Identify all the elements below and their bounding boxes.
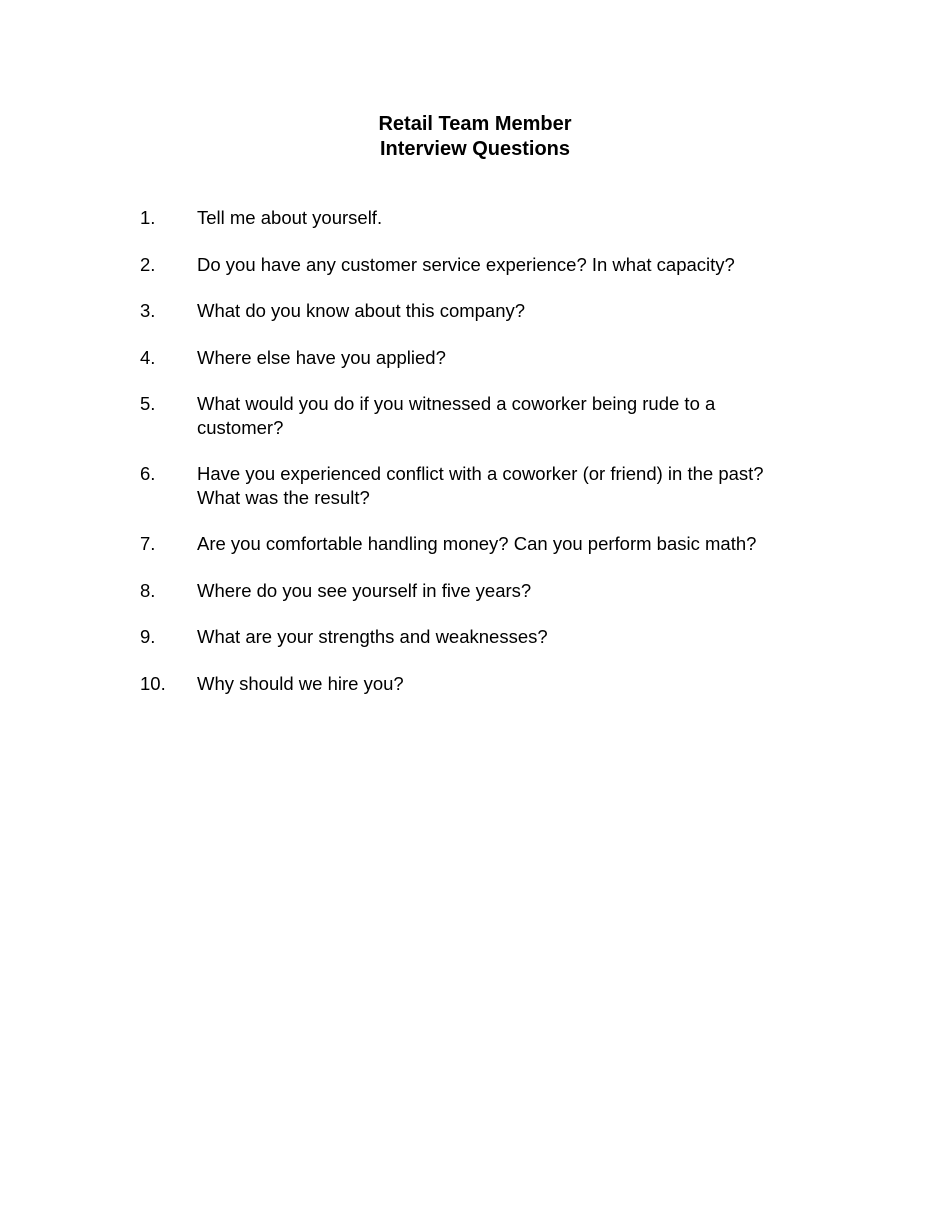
- question-text: Do you have any customer service experience? In what capacity?: [197, 253, 735, 275]
- question-item: [140, 206, 840, 230]
- question-number: 3.: [140, 300, 156, 321]
- question-item: [140, 625, 840, 649]
- question-text: Have you experienced conflict with a coworker (or friend) in the past? What was the result?: [197, 463, 764, 508]
- question-number: 10.: [140, 672, 166, 694]
- question-text: Are you comfortable handling money? Can you perform basic math?: [197, 533, 757, 554]
- question-item: [140, 579, 840, 603]
- question-text: Where do you see yourself in five years?: [197, 579, 532, 601]
- question-text: Why should we hire you?: [197, 672, 404, 694]
- question-item: [140, 392, 840, 439]
- title-line-1: Retail Team Member: [378, 113, 572, 135]
- question-number: 6.: [140, 463, 156, 484]
- question-item: [140, 672, 840, 696]
- document-title: [0, 112, 950, 162]
- question-text: What do you know about this company?: [197, 300, 526, 321]
- question-number: 5.: [140, 393, 156, 414]
- title-line-2: Interview Questions: [379, 138, 571, 160]
- question-text: What would you do if you witnessed a coworker being rude to a customer?: [197, 393, 716, 438]
- question-number: 9.: [140, 626, 156, 647]
- question-number: 8.: [140, 579, 156, 601]
- question-text: Tell me about yourself.: [197, 207, 383, 228]
- question-item: [140, 253, 840, 277]
- question-number: 4.: [140, 346, 156, 368]
- question-number: 2.: [140, 253, 156, 275]
- question-text: Where else have you applied?: [197, 346, 446, 368]
- question-item: [140, 346, 840, 370]
- question-number: 1.: [140, 207, 156, 228]
- question-item: [140, 299, 840, 323]
- question-item: [140, 462, 840, 509]
- question-text: What are your strengths and weaknesses?: [197, 626, 548, 647]
- question-list: [140, 206, 840, 718]
- question-item: [140, 532, 840, 556]
- question-number: 7.: [140, 533, 156, 554]
